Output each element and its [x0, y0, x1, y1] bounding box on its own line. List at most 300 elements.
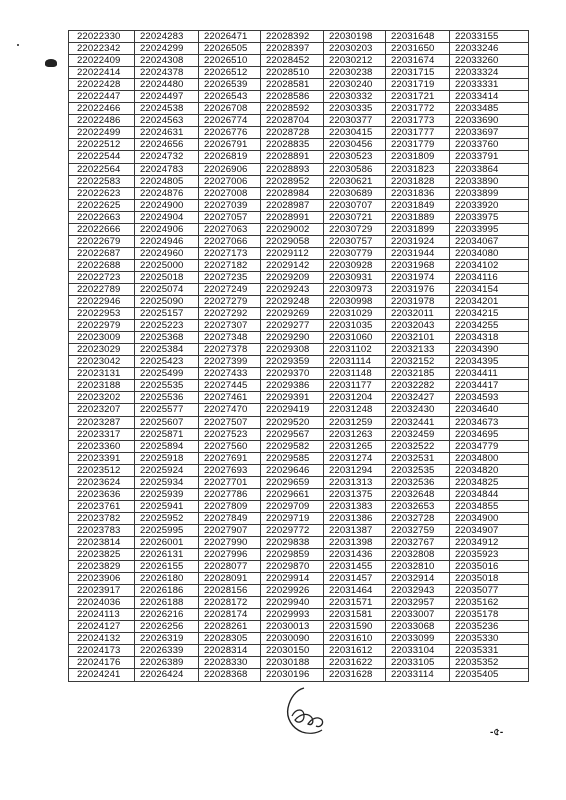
table-cell: 22026319: [135, 633, 199, 645]
table-row: [69, 440, 529, 452]
table-cell: 22031436: [324, 549, 386, 561]
table-cell: 22031294: [324, 464, 386, 476]
table-row: [69, 91, 529, 103]
table-cell: 22032648: [386, 488, 450, 500]
table-row: [69, 428, 529, 440]
table-cell: 22031029: [324, 308, 386, 320]
table-cell: 22031148: [324, 368, 386, 380]
table-cell: 22029914: [261, 573, 324, 585]
table-cell: 22031035: [324, 320, 386, 332]
table-cell: 22034593: [450, 392, 529, 404]
table-cell: 22026510: [199, 55, 261, 67]
table-cell: 22024497: [135, 91, 199, 103]
table-cell: 22027292: [199, 308, 261, 320]
table-cell: 22024299: [135, 43, 199, 55]
table-row: [69, 573, 529, 585]
table-row: [69, 404, 529, 416]
table-row: [69, 633, 529, 645]
table-cell: 22031060: [324, 332, 386, 344]
table-row: [69, 476, 529, 488]
table-cell: 22027348: [199, 332, 261, 344]
table-cell: 22025924: [135, 464, 199, 476]
table-cell: 22030721: [324, 211, 386, 223]
table-cell: 22034820: [450, 464, 529, 476]
table-cell: 22034102: [450, 259, 529, 271]
table-cell: 22023917: [69, 585, 135, 597]
table-cell: 22030335: [324, 103, 386, 115]
table-cell: 22023825: [69, 549, 135, 561]
table-row: [69, 211, 529, 223]
table-cell: 22022953: [69, 308, 135, 320]
table-cell: 22029112: [261, 247, 324, 259]
table-cell: 22029391: [261, 392, 324, 404]
table-cell: 22022544: [69, 151, 135, 163]
table-cell: 22027057: [199, 211, 261, 223]
table-cell: 22024173: [69, 645, 135, 657]
table-cell: 22024960: [135, 247, 199, 259]
table-cell: 22029926: [261, 585, 324, 597]
table-cell: 22031455: [324, 561, 386, 573]
table-row: [69, 561, 529, 573]
table-cell: 22029772: [261, 524, 324, 536]
table-cell: 22028314: [199, 645, 261, 657]
roll-number-table: [68, 30, 529, 682]
table-cell: 22025499: [135, 368, 199, 380]
table-cell: 22034907: [450, 524, 529, 536]
table-cell: 22031836: [386, 187, 450, 199]
table-cell: 22031650: [386, 43, 450, 55]
table-cell: 22030203: [324, 43, 386, 55]
table-cell: 22031259: [324, 416, 386, 428]
table-cell: 22027990: [199, 536, 261, 548]
table-row: [69, 416, 529, 428]
table-cell: 22032767: [386, 536, 450, 548]
table-cell: 22030779: [324, 247, 386, 259]
table-cell: 22026819: [199, 151, 261, 163]
table-cell: 22022666: [69, 223, 135, 235]
table-cell: 22028174: [199, 609, 261, 621]
table-cell: 22031779: [386, 139, 450, 151]
table-cell: 22033246: [450, 43, 529, 55]
table-cell: 22029646: [261, 464, 324, 476]
table-cell: 22032430: [386, 404, 450, 416]
table-row: [69, 512, 529, 524]
table-cell: 22031386: [324, 512, 386, 524]
table-cell: 22031265: [324, 440, 386, 452]
table-cell: 22023009: [69, 332, 135, 344]
table-cell: 22028330: [199, 657, 261, 669]
table-cell: 22031773: [386, 115, 450, 127]
table-cell: 22022625: [69, 199, 135, 211]
table-cell: 22023636: [69, 488, 135, 500]
table-row: [69, 500, 529, 512]
table-cell: 22034695: [450, 428, 529, 440]
table-cell: 22028704: [261, 115, 324, 127]
table-cell: 22034395: [450, 356, 529, 368]
table-cell: 22030707: [324, 199, 386, 211]
table-cell: 22024805: [135, 175, 199, 187]
table-cell: 22028452: [261, 55, 324, 67]
table-cell: 22023360: [69, 440, 135, 452]
table-row: [69, 187, 529, 199]
table-cell: 22027809: [199, 500, 261, 512]
table-cell: 22025074: [135, 283, 199, 295]
scan-dot-mark: [17, 44, 19, 46]
table-cell: 22033864: [450, 163, 529, 175]
table-cell: 22026155: [135, 561, 199, 573]
table-cell: 22023202: [69, 392, 135, 404]
table-cell: 22027996: [199, 549, 261, 561]
table-cell: 22031715: [386, 67, 450, 79]
table-cell: 22028984: [261, 187, 324, 199]
table-cell: 22028261: [199, 621, 261, 633]
table-cell: 22027907: [199, 524, 261, 536]
table-row: [69, 115, 529, 127]
table-cell: 22031571: [324, 597, 386, 609]
table-cell: 22030212: [324, 55, 386, 67]
table-cell: 22029290: [261, 332, 324, 344]
table-cell: 22031204: [324, 392, 386, 404]
table-cell: 22031974: [386, 271, 450, 283]
table-cell: 22030998: [324, 296, 386, 308]
table-cell: 22027507: [199, 416, 261, 428]
table-cell: 22022583: [69, 175, 135, 187]
table-cell: 22032914: [386, 573, 450, 585]
table-cell: 22026543: [199, 91, 261, 103]
table-cell: 22026471: [199, 31, 261, 43]
table-cell: 22026906: [199, 163, 261, 175]
table-cell: 22022409: [69, 55, 135, 67]
scan-blot-mark: [45, 59, 57, 67]
table-cell: 22027523: [199, 428, 261, 440]
table-cell: 22028835: [261, 139, 324, 151]
table-cell: 22035016: [450, 561, 529, 573]
table-cell: 22027063: [199, 223, 261, 235]
table-cell: 22029058: [261, 235, 324, 247]
table-cell: 22035352: [450, 657, 529, 669]
table-cell: 22033890: [450, 175, 529, 187]
table-cell: 22027066: [199, 235, 261, 247]
table-cell: 22026424: [135, 669, 199, 681]
table-cell: 22022679: [69, 235, 135, 247]
table-cell: 22032728: [386, 512, 450, 524]
table-cell: 22033920: [450, 199, 529, 211]
table-cell: 22031313: [324, 476, 386, 488]
table-cell: 22030729: [324, 223, 386, 235]
table-cell: 22024656: [135, 139, 199, 151]
table-cell: 22035018: [450, 573, 529, 585]
table-cell: 22023131: [69, 368, 135, 380]
table-cell: 22028893: [261, 163, 324, 175]
table-row: [69, 175, 529, 187]
table-cell: 22027786: [199, 488, 261, 500]
table-cell: 22030621: [324, 175, 386, 187]
table-cell: 22026708: [199, 103, 261, 115]
table-cell: 22024904: [135, 211, 199, 223]
table-cell: 22022330: [69, 31, 135, 43]
table-cell: 22024176: [69, 657, 135, 669]
table-cell: 22028581: [261, 79, 324, 91]
table-cell: 22030332: [324, 91, 386, 103]
table-row: [69, 199, 529, 211]
table-cell: 22025090: [135, 296, 199, 308]
table-cell: 22033414: [450, 91, 529, 103]
table-cell: 22025018: [135, 271, 199, 283]
table-row: [69, 320, 529, 332]
table-cell: 22026188: [135, 597, 199, 609]
table-cell: 22031590: [324, 621, 386, 633]
table-cell: 22030198: [324, 31, 386, 43]
table-cell: 22028952: [261, 175, 324, 187]
table-cell: 22029993: [261, 609, 324, 621]
table-cell: 22027307: [199, 320, 261, 332]
table-cell: 22029243: [261, 283, 324, 295]
table-row: [69, 549, 529, 561]
table-cell: 22034255: [450, 320, 529, 332]
table-cell: 22023042: [69, 356, 135, 368]
table-cell: 22031823: [386, 163, 450, 175]
table-cell: 22026131: [135, 549, 199, 561]
table-cell: 22034215: [450, 308, 529, 320]
table-row: [69, 283, 529, 295]
table-cell: 22034900: [450, 512, 529, 524]
table-cell: 22026512: [199, 67, 261, 79]
table-row: [69, 296, 529, 308]
table-cell: 22031719: [386, 79, 450, 91]
table-cell: 22029585: [261, 452, 324, 464]
table-cell: 22030973: [324, 283, 386, 295]
table-cell: 22028392: [261, 31, 324, 43]
table-cell: 22031263: [324, 428, 386, 440]
table-cell: 22031581: [324, 609, 386, 621]
table-cell: 22032943: [386, 585, 450, 597]
table-cell: 22032011: [386, 308, 450, 320]
table-cell: 22035923: [450, 549, 529, 561]
table-cell: 22028156: [199, 585, 261, 597]
table-cell: 22031924: [386, 235, 450, 247]
table-cell: 22023782: [69, 512, 135, 524]
table-row: [69, 223, 529, 235]
table-cell: 22034201: [450, 296, 529, 308]
table-cell: 22022979: [69, 320, 135, 332]
table-cell: 22031809: [386, 151, 450, 163]
table-cell: 22024036: [69, 597, 135, 609]
table-cell: 22024127: [69, 621, 135, 633]
table-cell: 22025952: [135, 512, 199, 524]
table-cell: 22031772: [386, 103, 450, 115]
table-cell: 22027235: [199, 271, 261, 283]
table-cell: 22031248: [324, 404, 386, 416]
table-row: [69, 392, 529, 404]
table-cell: 22022342: [69, 43, 135, 55]
table-cell: 22022428: [69, 79, 135, 91]
table-cell: 22023317: [69, 428, 135, 440]
table-cell: 22027399: [199, 356, 261, 368]
table-cell: 22029940: [261, 597, 324, 609]
table-cell: 22030013: [261, 621, 324, 633]
table-cell: 22031383: [324, 500, 386, 512]
table-row: [69, 55, 529, 67]
table-row: [69, 464, 529, 476]
table-cell: 22029859: [261, 549, 324, 561]
table-cell: 22031387: [324, 524, 386, 536]
table-row: [69, 308, 529, 320]
table-cell: 22022499: [69, 127, 135, 139]
table-row: [69, 344, 529, 356]
table-cell: 22024538: [135, 103, 199, 115]
table-cell: 22026216: [135, 609, 199, 621]
table-cell: 22025871: [135, 428, 199, 440]
table-cell: 22022688: [69, 259, 135, 271]
table-row: [69, 259, 529, 271]
table-cell: 22029719: [261, 512, 324, 524]
table-cell: 22024876: [135, 187, 199, 199]
table-cell: 22028172: [199, 597, 261, 609]
table-cell: 22033260: [450, 55, 529, 67]
table-cell: 22030188: [261, 657, 324, 669]
table-cell: 22035162: [450, 597, 529, 609]
table-cell: 22024946: [135, 235, 199, 247]
table-cell: 22034067: [450, 235, 529, 247]
table-cell: 22029659: [261, 476, 324, 488]
table-cell: 22033697: [450, 127, 529, 139]
table-cell: 22032957: [386, 597, 450, 609]
table-cell: 22031375: [324, 488, 386, 500]
table-cell: 22027008: [199, 187, 261, 199]
table-cell: 22030240: [324, 79, 386, 91]
table-cell: 22035178: [450, 609, 529, 621]
table-cell: 22027173: [199, 247, 261, 259]
table-cell: 22028510: [261, 67, 324, 79]
table-cell: 22031274: [324, 452, 386, 464]
table-cell: 22031968: [386, 259, 450, 271]
table-cell: 22028368: [199, 669, 261, 681]
table-cell: 22031464: [324, 585, 386, 597]
table-cell: 22024906: [135, 223, 199, 235]
table-cell: 22022512: [69, 139, 135, 151]
table-cell: 22032810: [386, 561, 450, 573]
table-cell: 22027279: [199, 296, 261, 308]
table-cell: 22024241: [69, 669, 135, 681]
table-cell: 22025368: [135, 332, 199, 344]
table-cell: 22024378: [135, 67, 199, 79]
table-cell: 22028305: [199, 633, 261, 645]
table-cell: 22025995: [135, 524, 199, 536]
table-cell: 22027560: [199, 440, 261, 452]
table-cell: 22032043: [386, 320, 450, 332]
page-number: -৫-: [490, 727, 504, 738]
table-cell: 22027691: [199, 452, 261, 464]
table-cell: 22031648: [386, 31, 450, 43]
table-cell: 22033105: [386, 657, 450, 669]
table-cell: 22035236: [450, 621, 529, 633]
table-cell: 22023029: [69, 344, 135, 356]
table-cell: 22023761: [69, 500, 135, 512]
table-cell: 22034673: [450, 416, 529, 428]
table-cell: 22030928: [324, 259, 386, 271]
table-cell: 22031612: [324, 645, 386, 657]
table-cell: 22024783: [135, 163, 199, 175]
table-cell: 22024480: [135, 79, 199, 91]
table-cell: 22027182: [199, 259, 261, 271]
table-cell: 22022946: [69, 296, 135, 308]
table-cell: 22022687: [69, 247, 135, 259]
table-cell: 22026539: [199, 79, 261, 91]
table-cell: 22031610: [324, 633, 386, 645]
table-cell: 22022447: [69, 91, 135, 103]
table-cell: 22029386: [261, 380, 324, 392]
table-row: [69, 524, 529, 536]
table-row: [69, 645, 529, 657]
table-cell: 22030415: [324, 127, 386, 139]
table-cell: 22027006: [199, 175, 261, 187]
table-row: [69, 163, 529, 175]
table-row: [69, 235, 529, 247]
table-cell: 22027378: [199, 344, 261, 356]
table-cell: 22025384: [135, 344, 199, 356]
table-cell: 22023512: [69, 464, 135, 476]
table-cell: 22030757: [324, 235, 386, 247]
table-cell: 22032653: [386, 500, 450, 512]
table-cell: 22035405: [450, 669, 529, 681]
table-cell: 22034640: [450, 404, 529, 416]
table-cell: 22033099: [386, 633, 450, 645]
table-cell: 22033068: [386, 621, 450, 633]
table-cell: 22026505: [199, 43, 261, 55]
table-cell: 22029359: [261, 356, 324, 368]
table-cell: 22025157: [135, 308, 199, 320]
signature-icon: [282, 684, 330, 742]
table-cell: 22029838: [261, 536, 324, 548]
table-cell: 22029142: [261, 259, 324, 271]
table-cell: 22029308: [261, 344, 324, 356]
table-cell: 22022466: [69, 103, 135, 115]
table-cell: 22022414: [69, 67, 135, 79]
table-cell: 22033975: [450, 211, 529, 223]
table-cell: 22032101: [386, 332, 450, 344]
table-cell: 22031674: [386, 55, 450, 67]
table-cell: 22032536: [386, 476, 450, 488]
table-cell: 22033485: [450, 103, 529, 115]
table-cell: 22029582: [261, 440, 324, 452]
table-cell: 22032522: [386, 440, 450, 452]
table-cell: 22028991: [261, 211, 324, 223]
table-cell: 22034844: [450, 488, 529, 500]
table-cell: 22029709: [261, 500, 324, 512]
table-row: [69, 657, 529, 669]
table-row: [69, 103, 529, 115]
table-cell: 22025535: [135, 380, 199, 392]
table-cell: 22032152: [386, 356, 450, 368]
table-cell: 22035330: [450, 633, 529, 645]
table-cell: 22025536: [135, 392, 199, 404]
table-cell: 22029209: [261, 271, 324, 283]
table-cell: 22024132: [69, 633, 135, 645]
table-cell: 22029277: [261, 320, 324, 332]
table-cell: 22025423: [135, 356, 199, 368]
table-cell: 22031944: [386, 247, 450, 259]
table-cell: 22029870: [261, 561, 324, 573]
table-cell: 22030456: [324, 139, 386, 151]
table-cell: 22024283: [135, 31, 199, 43]
table-row: [69, 151, 529, 163]
table-cell: 22032282: [386, 380, 450, 392]
table-row: [69, 43, 529, 55]
table-cell: 22029248: [261, 296, 324, 308]
table-cell: 22022663: [69, 211, 135, 223]
table-cell: 22032759: [386, 524, 450, 536]
table-cell: 22031102: [324, 344, 386, 356]
